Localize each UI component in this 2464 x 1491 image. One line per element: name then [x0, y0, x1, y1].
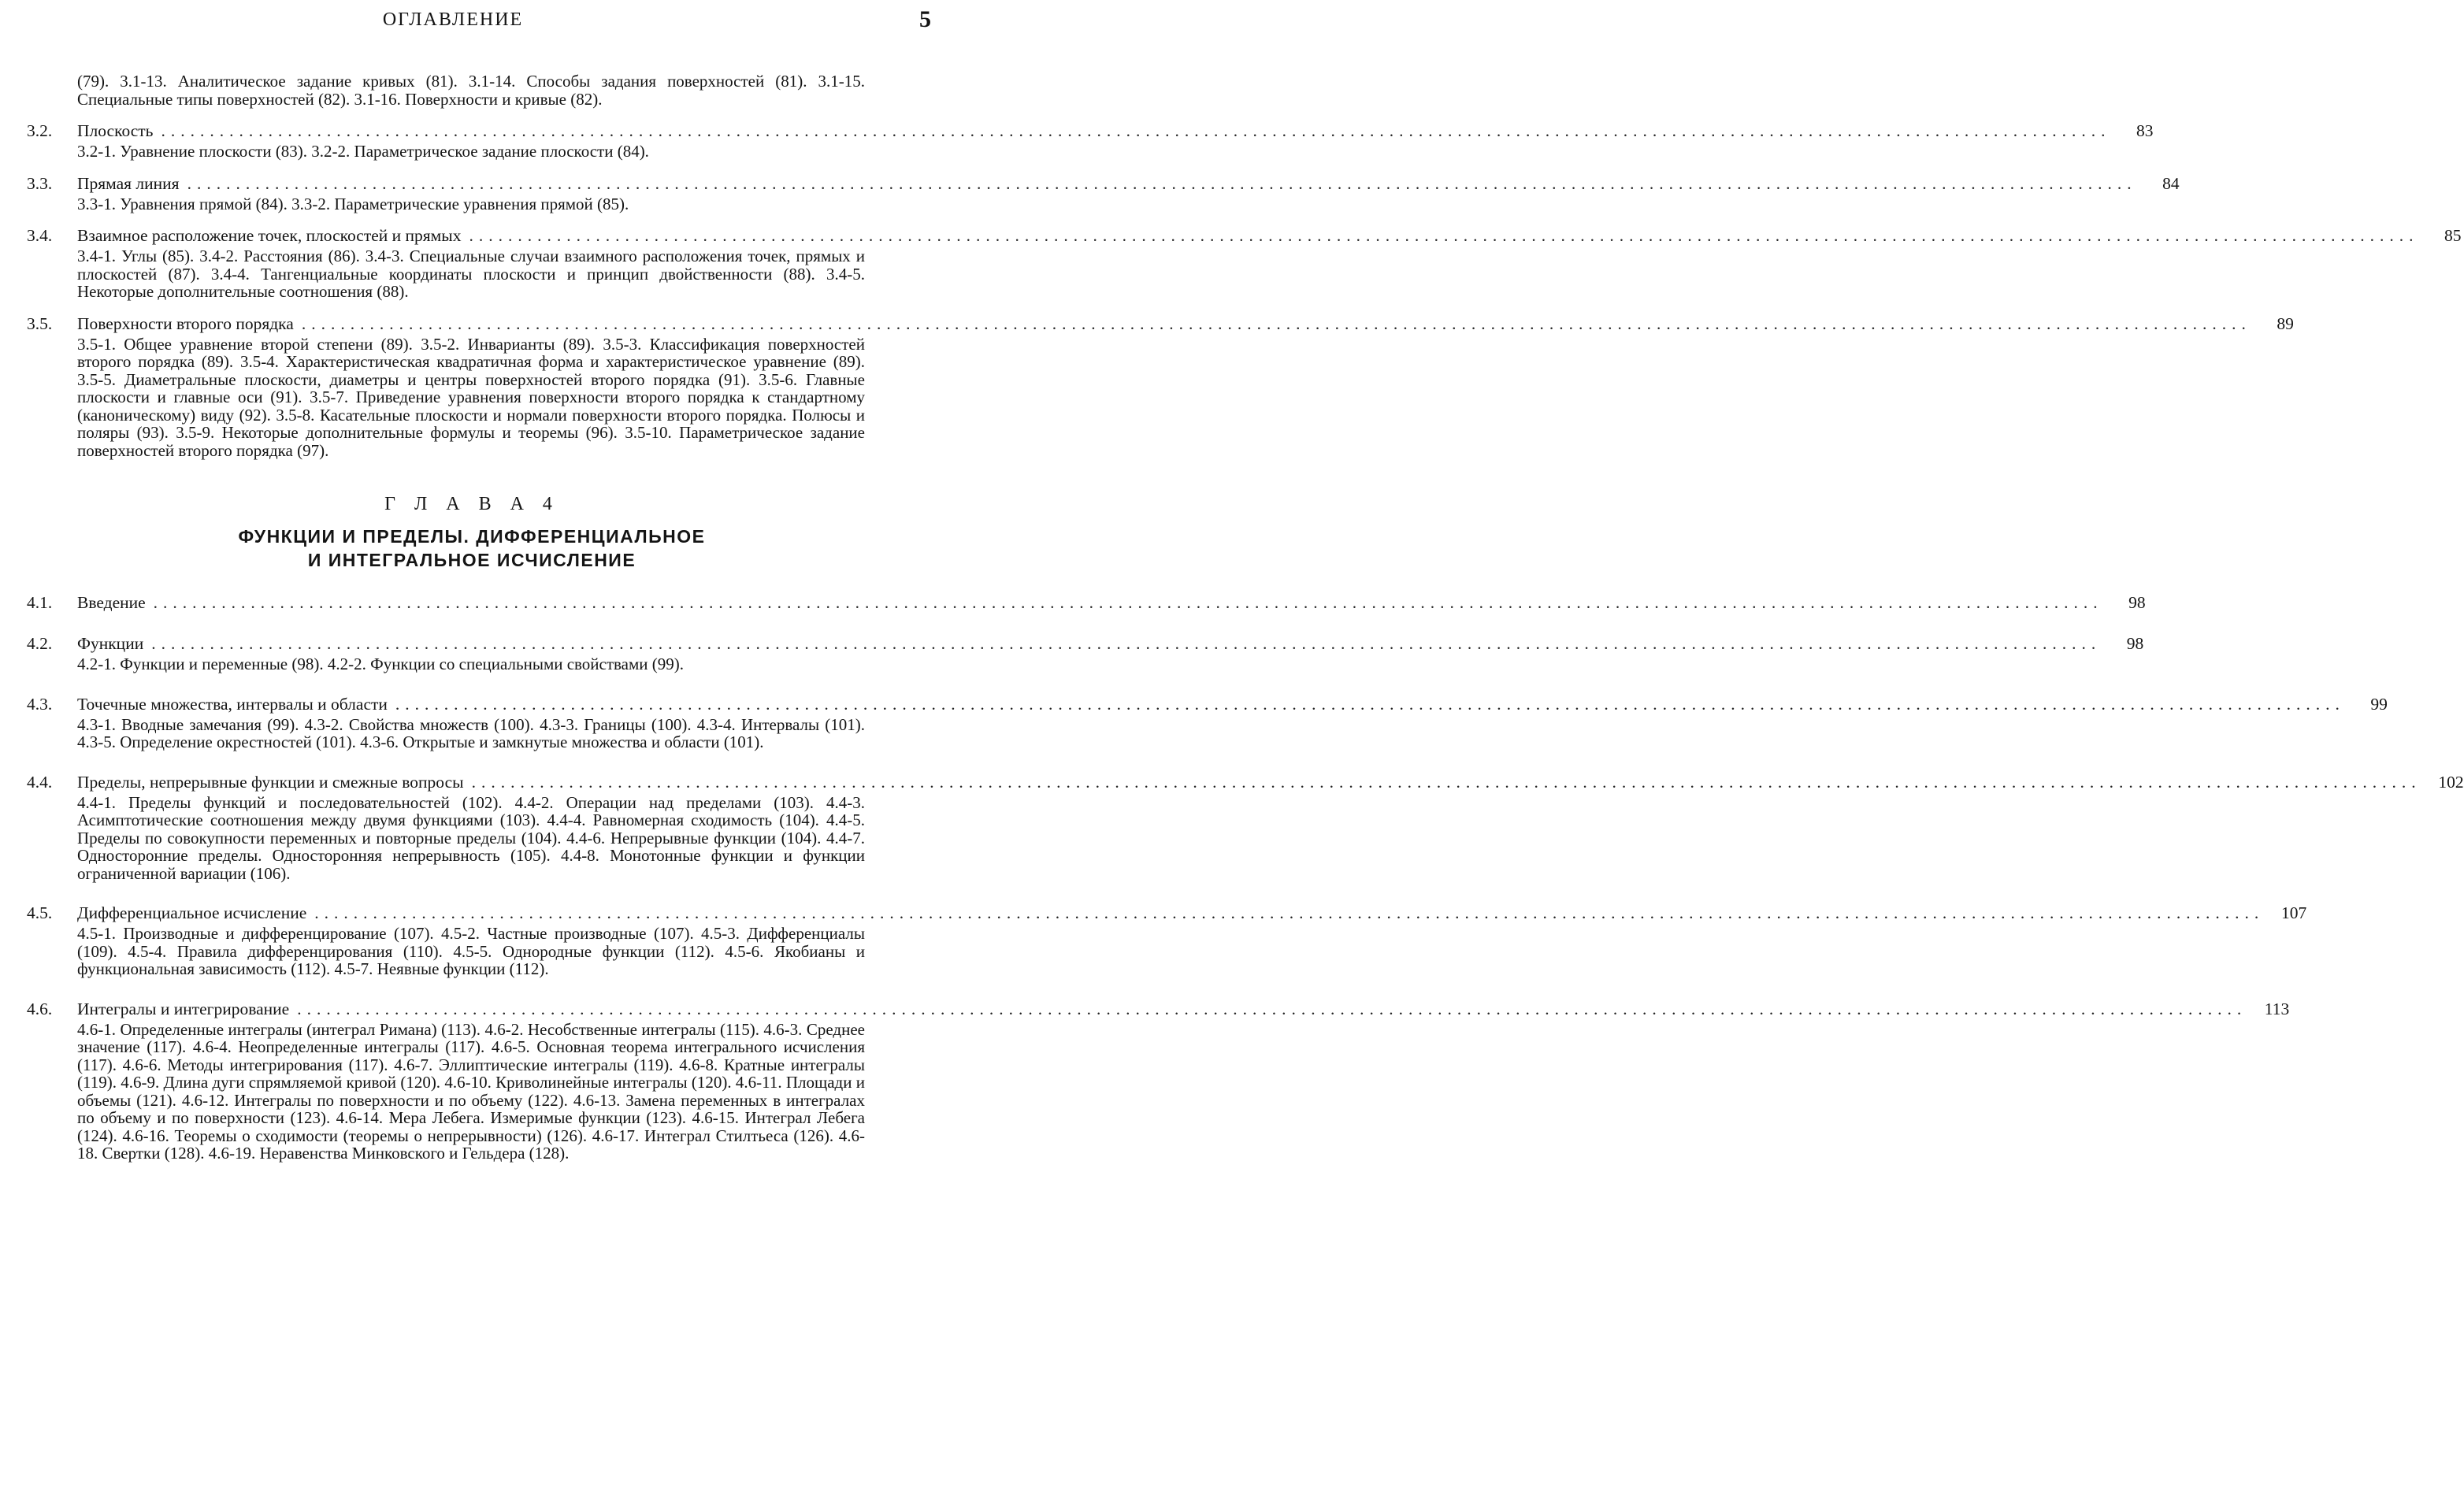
running-title: ОГЛАВЛЕНИЕ — [0, 9, 906, 31]
dot-leader: ........................................................................................................................................................................................................ — [297, 999, 2247, 1019]
table-of-contents — [27, 72, 917, 1183]
page-number: 5 — [919, 6, 931, 33]
chapter-title-line-2: И ИНТЕГРАЛЬНОЕ ИСЧИСЛЕНИЕ — [27, 548, 917, 572]
toc-entry — [27, 999, 917, 1163]
section-title: Пределы, непрерывные функции и смежные вопросы — [77, 772, 464, 792]
subsection-list: 4.6-1. Определенные интегралы (интеграл Римана) (113). 4.6-2. Несобственные интегралы (115). 4.6-3. Среднее значение (117). 4.6-4. Неопределенные интегралы (117). 4.6-5. Основная теорема интегрального исчисления (117). 4.6-6. Методы интегрирования (117). 4.6-7. Эллиптические интегралы (119). 4.6-8. Кратные интегралы (119). 4.6-9. Длина дуги спрямляемой кривой (120). 4.6-10. Криволинейные интегралы (120). 4.6-11. Площади и объемы (121). 4.6-12. Интегралы по поверхности и по объему (122). 4.6-13. Замена переменных в интегралах по объему и по поверхности (123). 4.6-14. Мера Лебега. Измеримые функции (123). 4.6-15. Интеграл Лебега (124). 4.6-16. Теоремы о сходимости (теоремы о непрерывности) (126). 4.6-17. Интеграл Стилтьеса (126). 4.6-18. Свертки (128). 4.6-19. Неравенства Минковского и Гельдера (128). — [77, 1021, 865, 1163]
section-number: 4.2. — [27, 633, 77, 654]
chapter-title — [27, 525, 917, 572]
subsection-list: 4.3-1. Вводные замечания (99). 4.3-2. Свойства множеств (100). 4.3-3. Границы (100). 4.3-4. Интервалы (101). 4.3-5. Определение окрестностей (101). 4.3-6. Открытые и замкнутые множества и области (101). — [77, 716, 865, 751]
page-ref: 85 — [2426, 225, 2461, 246]
section-number: 4.6. — [27, 999, 77, 1019]
toc-entry — [27, 313, 917, 460]
dot-leader: ........................................................................................................................................................................................................ — [472, 772, 2421, 792]
section-title: Введение — [77, 592, 146, 613]
subsection-list: 4.5-1. Производные и дифференцирование (107). 4.5-2. Частные производные (107). 4.5-3. Дифференциалы (109). 4.5-4. Правила дифференцирования (110). 4.5-5. Однородные функции (112). 4.5-6. Якобианы и функциональная зависимость (112). 4.5-7. Неявные функции (112). — [77, 925, 865, 978]
dot-leader: ........................................................................................................................................................................................................ — [395, 694, 2345, 714]
dot-leader: ........................................................................................................................................................................................................ — [151, 633, 2101, 654]
toc-entry — [27, 903, 917, 978]
chapter-4-heading — [27, 494, 917, 572]
page-header — [0, 6, 945, 38]
section-title: Прямая линия — [77, 173, 180, 194]
chapter-4-entries — [27, 592, 917, 1163]
chapter-3-entries — [27, 121, 917, 459]
section-number: 3.2. — [27, 121, 77, 141]
section-title: Интегралы и интегрирование — [77, 999, 289, 1019]
section-number: 3.5. — [27, 313, 77, 334]
section-number: 3.4. — [27, 225, 77, 246]
toc-entry-heading — [27, 999, 917, 1019]
toc-entry — [27, 225, 917, 301]
toc-entry-heading — [27, 633, 917, 654]
section-number: 4.1. — [27, 592, 77, 613]
dot-leader: ........................................................................................................................................................................................................ — [154, 592, 2103, 613]
toc-entry — [27, 121, 917, 161]
page-ref: 89 — [2259, 313, 2294, 334]
continued-entry-description: (79). 3.1-13. Аналитическое задание кривых (81). 3.1-14. Способы задания поверхностей (81). 3.1-15. Специальные типы поверхностей (82). 3.1-16. Поверхности и кривые (82). — [77, 72, 865, 108]
toc-entry-heading — [27, 121, 917, 141]
chapter-label: Г Л А В А 4 — [27, 494, 917, 515]
page-ref: 113 — [2254, 999, 2289, 1019]
page-ref: 99 — [2353, 694, 2388, 714]
page-ref: 84 — [2145, 173, 2180, 194]
section-title: Точечные множества, интервалы и области — [77, 694, 388, 714]
subsection-list: 4.2-1. Функции и переменные (98). 4.2-2. Функции со специальными свойствами (99). — [77, 655, 865, 673]
page-ref: 83 — [2118, 121, 2153, 141]
chapter-title-line-1: ФУНКЦИИ И ПРЕДЕЛЫ. ДИФФЕРЕНЦИАЛЬНОЕ — [27, 525, 917, 548]
page-ref: 102 — [2429, 772, 2464, 792]
toc-entry — [27, 772, 917, 883]
page-ref: 98 — [2111, 592, 2146, 613]
toc-entry — [27, 173, 917, 213]
dot-leader: ........................................................................................................................................................................................................ — [187, 173, 2137, 194]
page-ref: 107 — [2272, 903, 2306, 923]
toc-entry-heading — [27, 225, 917, 246]
toc-entry-heading — [27, 694, 917, 714]
section-number: 4.3. — [27, 694, 77, 714]
toc-entry-heading — [27, 903, 917, 923]
section-number: 4.4. — [27, 772, 77, 792]
section-title: Поверхности второго порядка — [77, 313, 294, 334]
subsection-list: 3.2-1. Уравнение плоскости (83). 3.2-2. Параметрическое задание плоскости (84). — [77, 143, 865, 161]
section-number: 4.5. — [27, 903, 77, 923]
toc-entry — [27, 694, 917, 751]
dot-leader: ........................................................................................................................................................................................................ — [161, 121, 2110, 141]
subsection-list: 3.3-1. Уравнения прямой (84). 3.3-2. Параметрические уравнения прямой (85). — [77, 195, 865, 213]
subsection-list: 3.5-1. Общее уравнение второй степени (89). 3.5-2. Инварианты (89). 3.5-3. Классификация поверхностей второго порядка (89). 3.5-4. Характеристическая квадратичная форма и характеристическое уравнение (89). 3.5-5. Диаметральные плоскости, диаметры и центры поверхностей второго порядка (91). 3.5-6. Главные плоскости и главные оси (91). 3.5-7. Приведение уравнения поверхности второго порядка к стандартному (каноническому) виду (92). 3.5-8. Касательные плоскости и нормали поверхности второго порядка. Полюсы и поляры (93). 3.5-9. Некоторые дополнительные формулы и теоремы (96). 3.5-10. Параметрическое задание поверхностей второго порядка (97). — [77, 336, 865, 460]
toc-entry-heading — [27, 173, 917, 194]
toc-entry-heading — [27, 313, 917, 334]
toc-entry — [27, 633, 917, 673]
dot-leader: ........................................................................................................................................................................................................ — [302, 313, 2251, 334]
section-title: Плоскость — [77, 121, 153, 141]
dot-leader: ........................................................................................................................................................................................................ — [314, 903, 2264, 923]
section-number: 3.3. — [27, 173, 77, 194]
section-title: Взаимное расположение точек, плоскостей и прямых — [77, 225, 461, 246]
page-ref: 98 — [2109, 633, 2143, 654]
subsection-list: 3.4-1. Углы (85). 3.4-2. Расстояния (86). 3.4-3. Специальные случаи взаимного расположения точек, прямых и плоскостей (87). 3.4-4. Тангенциальные координаты плоскости и принцип двойственности (88). 3.4-5. Некоторые дополнительные соотношения (88). — [77, 247, 865, 301]
section-title: Функции — [77, 633, 143, 654]
section-title: Дифференциальное исчисление — [77, 903, 306, 923]
toc-entry — [27, 592, 917, 613]
subsection-list: 4.4-1. Пределы функций и последовательностей (102). 4.4-2. Операции над пределами (103). 4.4-3. Асимптотические соотношения между двумя функциями (103). 4.4-4. Равномерная сходимость (104). 4.4-5. Пределы по совокупности переменных и повторные пределы (104). 4.4-6. Непрерывные функции (104). 4.4-7. Односторонние пределы. Односторонняя непрерывность (105). 4.4-8. Монотонные функции и функции ограниченной вариации (106). — [77, 794, 865, 883]
toc-entry-heading — [27, 592, 917, 613]
toc-entry-heading — [27, 772, 917, 792]
dot-leader: ........................................................................................................................................................................................................ — [469, 225, 2418, 246]
